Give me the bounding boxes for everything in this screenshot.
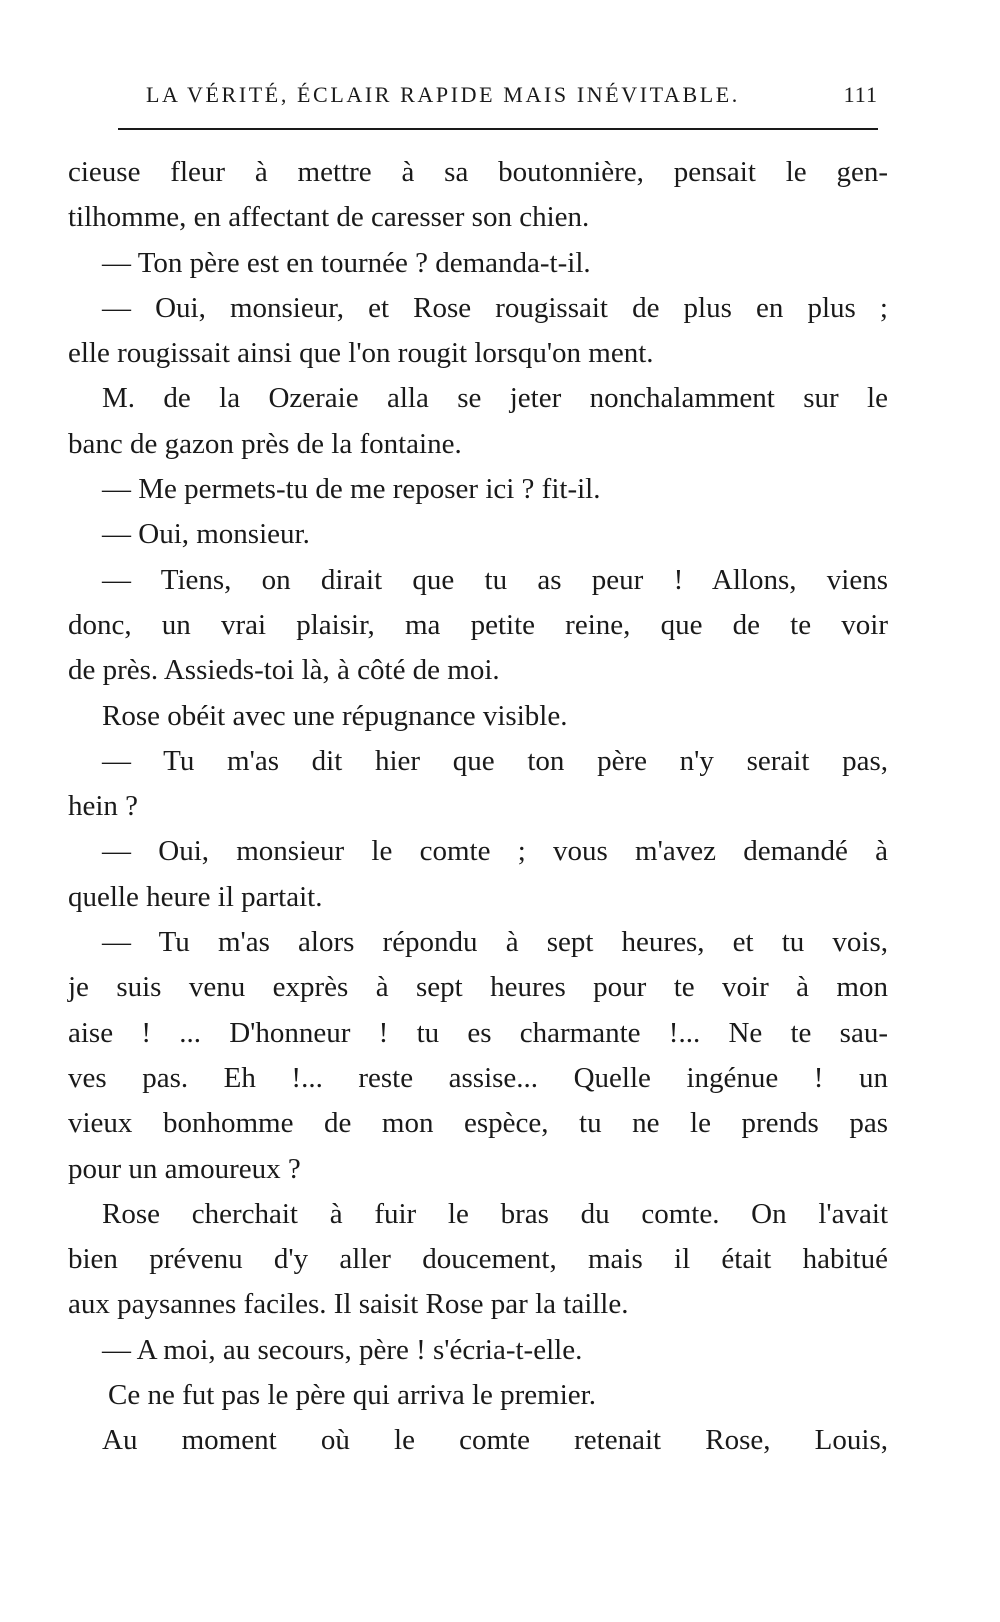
text-line: donc, un vrai plaisir, ma petite reine, que de te voir: [68, 608, 888, 641]
text-line: cieuse fleur à mettre à sa boutonnière, pensait le gen-: [68, 156, 888, 188]
running-title: LA VÉRITÉ, ÉCLAIR RAPIDE MAIS INÉVITABLE.: [146, 82, 740, 107]
text-line: pour un amoureux ?: [68, 1152, 301, 1185]
text-line: Rose cherchait à fuir le bras du comte. On l'avait: [102, 1197, 888, 1230]
text-line: — Me permets-tu de me reposer ici ? fit-il.: [102, 473, 601, 506]
text-line: ves pas. Eh !... reste assise... Quelle ingénue ! un: [68, 1061, 888, 1094]
body-text: [68, 150, 888, 1464]
text-line: — Tiens, on dirait que tu as peur ! Allons, viens: [102, 563, 888, 596]
text-line: — Oui, monsieur le comte ; vous m'avez demandé à: [102, 835, 888, 868]
text-line: — Oui, monsieur.: [102, 518, 310, 551]
text-line: aux paysannes faciles. Il saisit Rose par la taille.: [68, 1288, 629, 1321]
text-line: bien prévenu d'y aller doucement, mais il était habitué: [68, 1243, 888, 1276]
text-line: aise ! ... D'honneur ! tu es charmante !... Ne te sau-: [68, 1016, 888, 1049]
text-line: — Oui, monsieur, et Rose rougissait de plus en plus ;: [102, 291, 888, 324]
text-line: M. de la Ozeraie alla se jeter nonchalamment sur le: [102, 382, 888, 415]
text-line: Ce ne fut pas le père qui arriva le premier.: [108, 1379, 596, 1412]
page-header: [118, 76, 878, 116]
text-line: de près. Assieds-toi là, à côté de moi.: [68, 654, 500, 687]
text-line: banc de gazon près de la fontaine.: [68, 427, 462, 460]
text-line: — Ton père est en tournée ? demanda-t-il.: [102, 246, 591, 279]
text-line: elle rougissait ainsi que l'on rougit lorsqu'on ment.: [68, 337, 654, 370]
text-line: — Tu m'as dit hier que ton père n'y serait pas,: [102, 744, 888, 777]
text-line: tilhomme, en affectant de caresser son chien.: [68, 201, 590, 234]
text-line: quelle heure il partait.: [68, 880, 323, 913]
text-line: — A moi, au secours, père ! s'écria-t-elle.: [102, 1333, 583, 1366]
text-line: hein ?: [68, 790, 139, 823]
text-line: — Tu m'as alors répondu à sept heures, et tu vois,: [102, 926, 888, 959]
header-rule: [118, 128, 878, 130]
text-line: je suis venu exprès à sept heures pour te voir à mon: [68, 971, 888, 1004]
page-number: 111: [843, 82, 878, 107]
text-line: Au moment où le comte retenait Rose, Louis,: [102, 1424, 888, 1457]
text-line: Rose obéit avec une répugnance visible.: [102, 699, 568, 732]
text-line: vieux bonhomme de mon espèce, tu ne le prends pas: [68, 1107, 888, 1140]
